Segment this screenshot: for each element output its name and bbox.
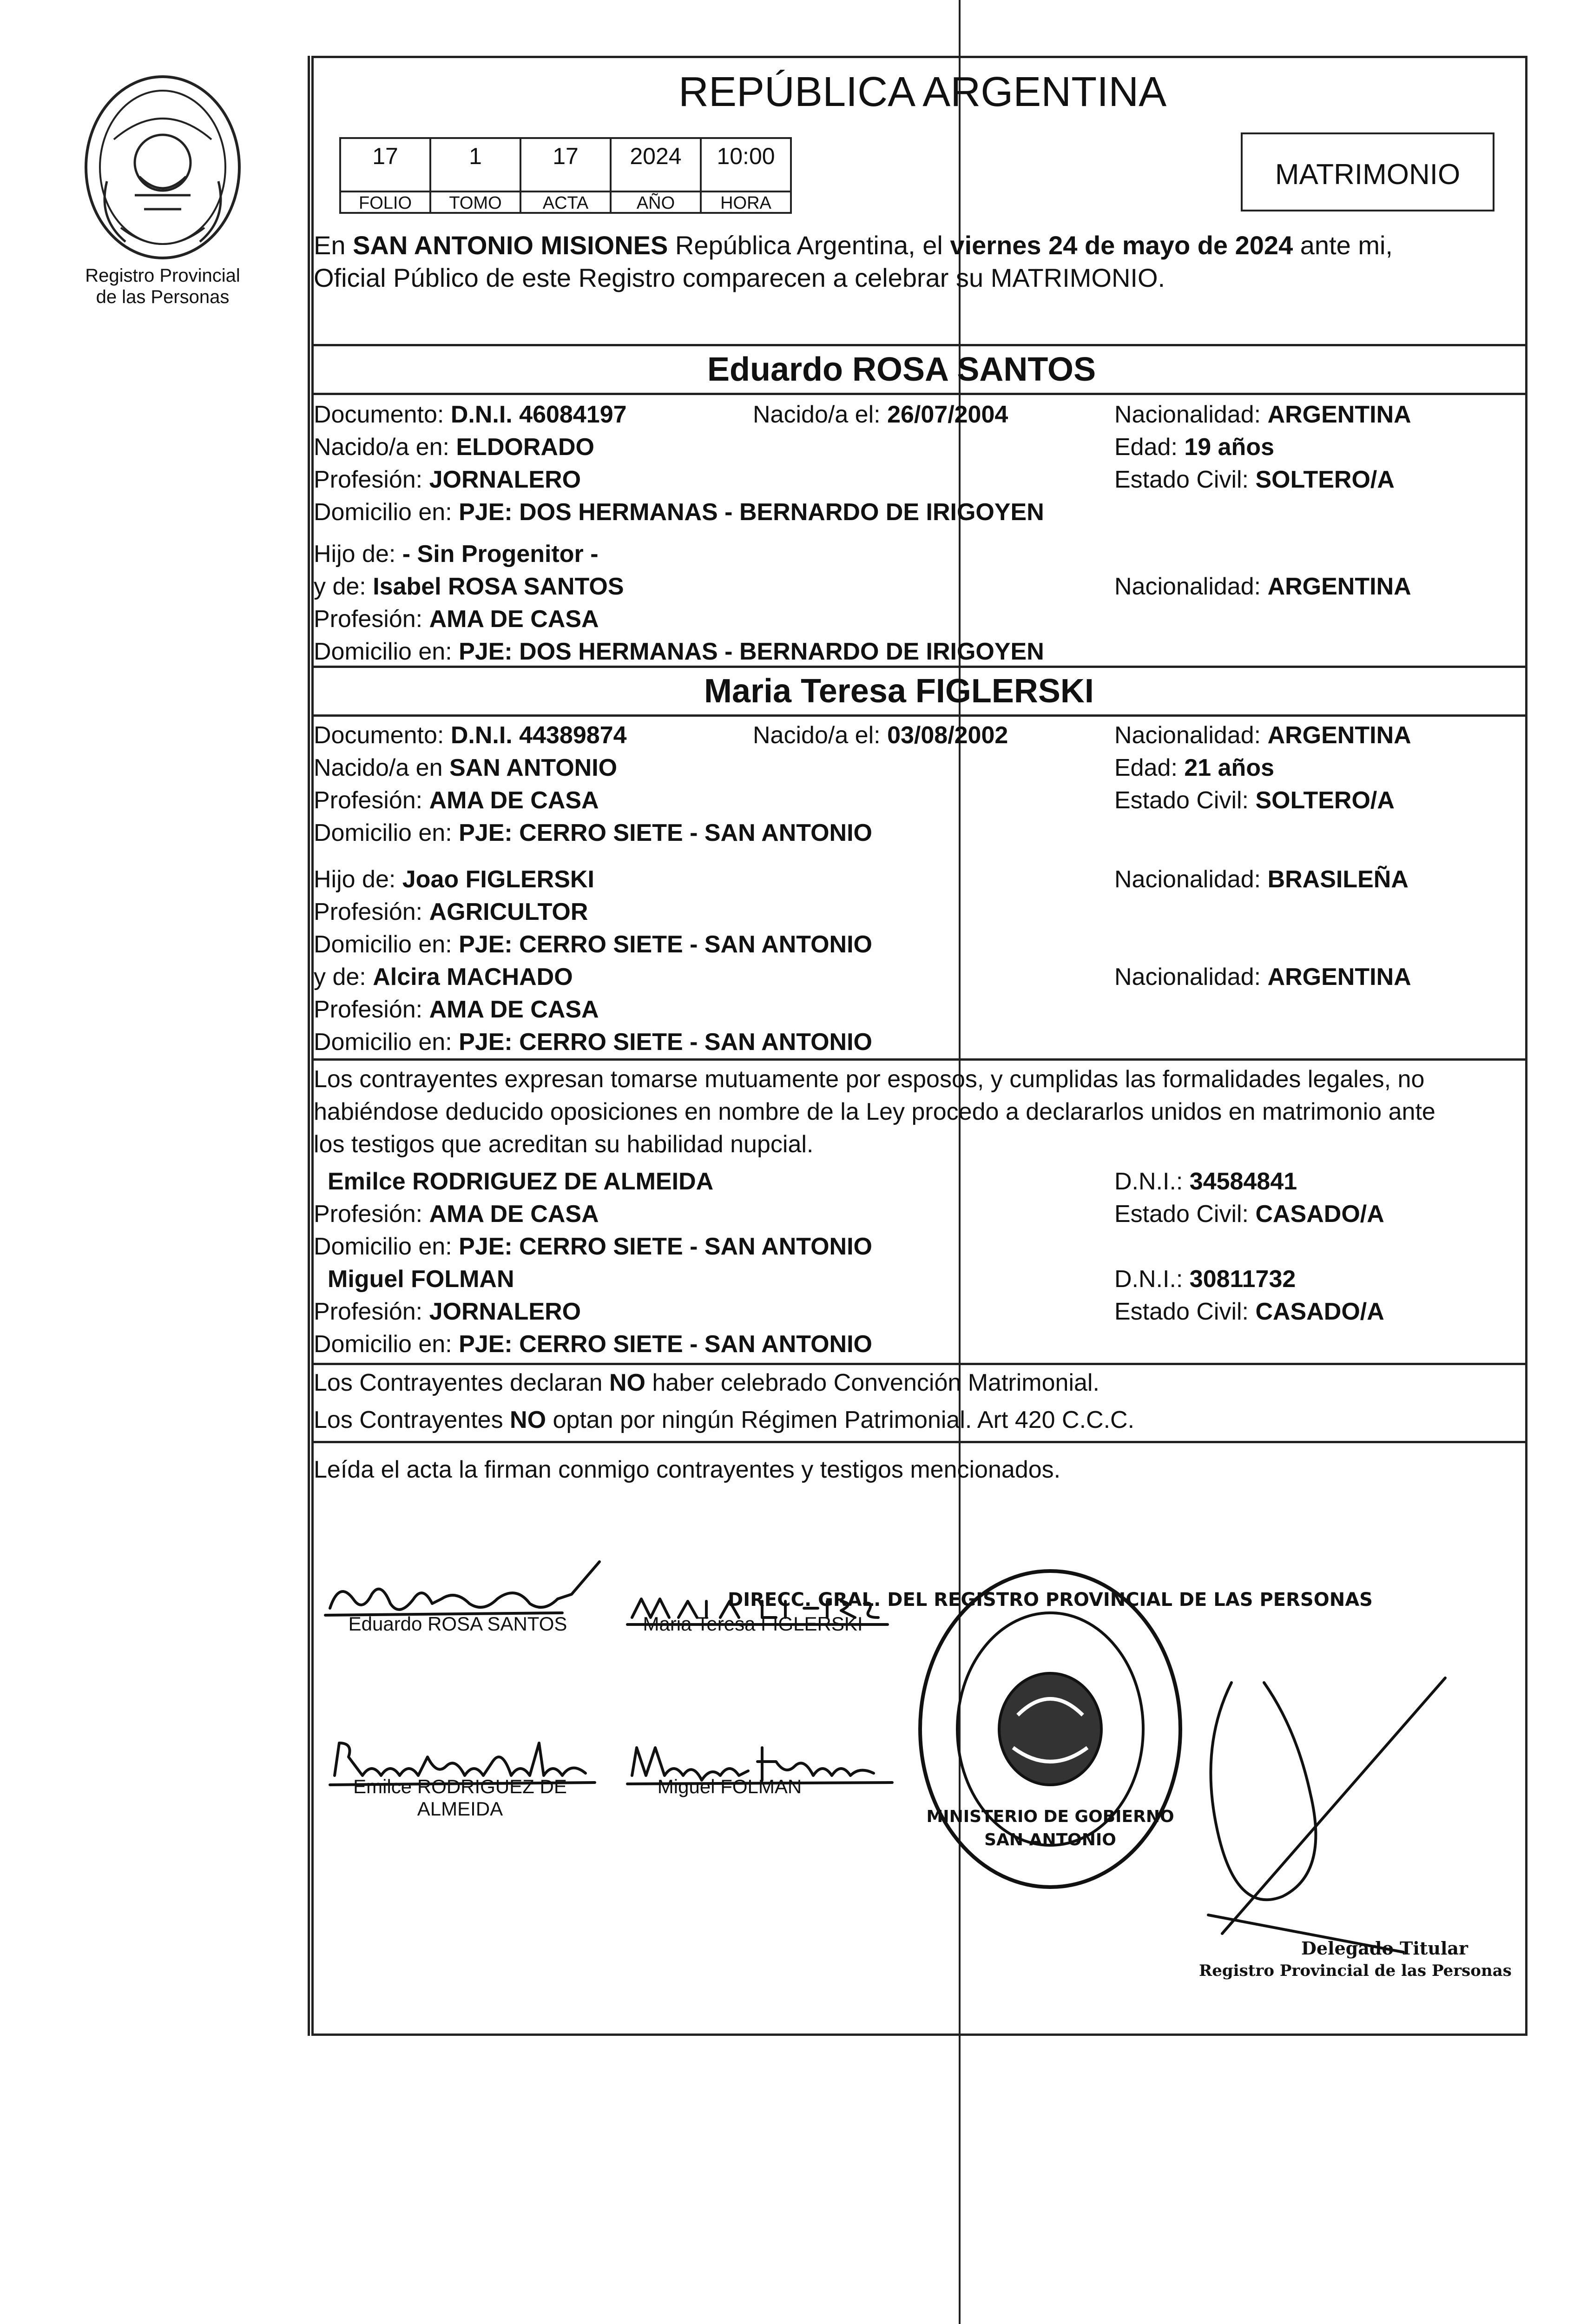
- s1-prof: Profesión: JORNALERO: [314, 466, 581, 493]
- divider-4: [311, 714, 1527, 717]
- s2-mother-nat: Nacionalidad: ARGENTINA: [1114, 964, 1411, 990]
- divider-7: [311, 1441, 1527, 1443]
- convention-line-2: Los Contrayentes NO optan por ningún Régimen Patrimonial. Art 420 C.C.C.: [314, 1406, 1135, 1433]
- intro-line-2: Oficial Público de este Registro comparecen a celebrar su MATRIMONIO.: [314, 263, 1165, 292]
- s2-prof: Profesión: AMA DE CASA: [314, 787, 599, 814]
- w1-prof: Profesión: AMA DE CASA: [314, 1201, 599, 1228]
- document-title: REPÚBLICA ARGENTINA: [678, 69, 1167, 115]
- sig-caption-eduardo: Eduardo ROSA SANTOS: [348, 1613, 567, 1635]
- s1-mother-dom: Domicilio en: PJE: DOS HERMANAS - BERNARDO DE IRIGOYEN: [314, 638, 1044, 665]
- s2-nat: Nacionalidad: ARGENTINA: [1114, 722, 1411, 749]
- signature-official: [1190, 1655, 1478, 1980]
- s1-place: Nacido/a en: ELDORADO: [314, 434, 594, 461]
- s2-dom: Domicilio en: PJE: CERRO SIETE - SAN ANTONIO: [314, 819, 872, 846]
- w2-prof: Profesión: JORNALERO: [314, 1298, 581, 1325]
- s2-age: Edad: 21 años: [1114, 754, 1274, 781]
- hora-cell: 10:00 HORA: [700, 137, 792, 214]
- stamp-text: DIRECC. GRAL. DEL REGISTRO PROVINCIAL DE LAS PERSONAS: [728, 1589, 1373, 1611]
- w1-dom: Domicilio en: PJE: CERRO SIETE - SAN ANTONIO: [314, 1233, 872, 1260]
- s2-place: Nacido/a en SAN ANTONIO: [314, 754, 618, 781]
- s1-nat: Nacionalidad: ARGENTINA: [1114, 401, 1411, 428]
- spouse2-name: Maria Teresa FIGLERSKI: [704, 673, 1094, 710]
- declaration-line-3: los testigos que acreditan su habilidad nupcial.: [314, 1131, 814, 1158]
- logo-caption-2: de las Personas: [96, 287, 230, 307]
- sig-caption-maria: Maria Teresa FIGLERSKI: [643, 1613, 863, 1635]
- w1-dni: D.N.I.: 34584841: [1114, 1168, 1297, 1195]
- logo-caption-1: Registro Provincial: [85, 265, 240, 286]
- acta-type-box: MATRIMONIO: [1241, 132, 1494, 211]
- sig-caption-emilce-1: Emilce RODRIGUEZ DE: [353, 1776, 567, 1797]
- official-title-2: Registro Provincial de las Personas: [1199, 1961, 1512, 1980]
- official-title-1: Delegado Titular: [1301, 1938, 1468, 1959]
- sig-caption-emilce-2: ALMEIDA: [417, 1798, 503, 1820]
- divider-5: [311, 1058, 1527, 1061]
- frame-right: [1525, 56, 1527, 2036]
- s2-mother: y de: Alcira MACHADO: [314, 964, 573, 990]
- frame-top: [311, 56, 1527, 58]
- w2-civil: Estado Civil: CASADO/A: [1114, 1298, 1384, 1325]
- s2-father-dom: Domicilio en: PJE: CERRO SIETE - SAN ANTONIO: [314, 931, 872, 958]
- tomo-cell: 1 TOMO: [429, 137, 521, 214]
- s1-mother: y de: Isabel ROSA SANTOS: [314, 573, 624, 600]
- s1-age: Edad: 19 años: [1114, 434, 1274, 461]
- acta-cell: 17 ACTA: [520, 137, 612, 214]
- s1-mother-nat: Nacionalidad: ARGENTINA: [1114, 573, 1411, 600]
- registry-logo: [70, 70, 256, 311]
- left-margin-line: [308, 56, 310, 2036]
- s1-father: Hijo de: - Sin Progenitor -: [314, 541, 599, 568]
- s2-doc: Documento: D.N.I. 44389874: [314, 722, 627, 749]
- declaration-line-2: habiéndose deducido oposiciones en nombre de la Ley procedo a declararlos unidos en matrimonio ante: [314, 1098, 1435, 1125]
- provincia-seal-icon: [70, 70, 256, 270]
- closing-statement: Leída el acta la firman conmigo contrayentes y testigos mencionados.: [314, 1456, 1061, 1483]
- folio-cell: 17 FOLIO: [339, 137, 431, 214]
- convention-line-1: Los Contrayentes declaran NO haber celebrado Convención Matrimonial.: [314, 1369, 1099, 1396]
- spouse1-name: Eduardo ROSA SANTOS: [707, 351, 1096, 388]
- declaration-line-1: Los contrayentes expresan tomarse mutuamente por esposos, y cumplidas las formalidades legales, no: [314, 1066, 1425, 1093]
- frame-bottom: [311, 2034, 1527, 2036]
- stamp-inner: MINISTERIO DE GOBIERNO: [926, 1807, 1174, 1826]
- center-fold-line: [959, 0, 961, 2324]
- divider-6: [311, 1363, 1527, 1365]
- divider-2: [311, 393, 1527, 395]
- sig-caption-miguel: Miguel FOLMAN: [657, 1776, 802, 1797]
- intro-line-1: En SAN ANTONIO MISIONES República Argentina, el viernes 24 de mayo de 2024 ante mi,: [314, 231, 1393, 260]
- s2-father: Hijo de: Joao FIGLERSKI: [314, 866, 594, 893]
- s2-father-prof: Profesión: AGRICULTOR: [314, 898, 588, 925]
- w2-dom: Domicilio en: PJE: CERRO SIETE - SAN ANTONIO: [314, 1331, 872, 1358]
- anio-cell: 2024 AÑO: [610, 137, 702, 214]
- s1-doc: Documento: D.N.I. 46084197: [314, 401, 627, 428]
- s2-father-nat: Nacionalidad: BRASILEÑA: [1114, 866, 1409, 893]
- s1-mother-prof: Profesión: AMA DE CASA: [314, 606, 599, 633]
- w1-civil: Estado Civil: CASADO/A: [1114, 1201, 1384, 1228]
- divider-3: [311, 666, 1527, 668]
- s1-dom: Domicilio en: PJE: DOS HERMANAS - BERNARDO DE IRIGOYEN: [314, 499, 1044, 526]
- divider-1: [311, 344, 1527, 346]
- s2-mother-dom: Domicilio en: PJE: CERRO SIETE - SAN ANTONIO: [314, 1029, 872, 1056]
- w2-name: Miguel FOLMAN: [328, 1266, 514, 1293]
- s1-civil: Estado Civil: SOLTERO/A: [1114, 466, 1395, 493]
- w2-dni: D.N.I.: 30811732: [1114, 1266, 1296, 1293]
- s2-born: Nacido/a el: 03/08/2002: [753, 722, 1008, 749]
- w1-name: Emilce RODRIGUEZ DE ALMEIDA: [328, 1168, 714, 1195]
- s1-born: Nacido/a el: 26/07/2004: [753, 401, 1008, 428]
- s2-civil: Estado Civil: SOLTERO/A: [1114, 787, 1395, 814]
- stamp-place: SAN ANTONIO: [984, 1830, 1116, 1849]
- s2-mother-prof: Profesión: AMA DE CASA: [314, 996, 599, 1023]
